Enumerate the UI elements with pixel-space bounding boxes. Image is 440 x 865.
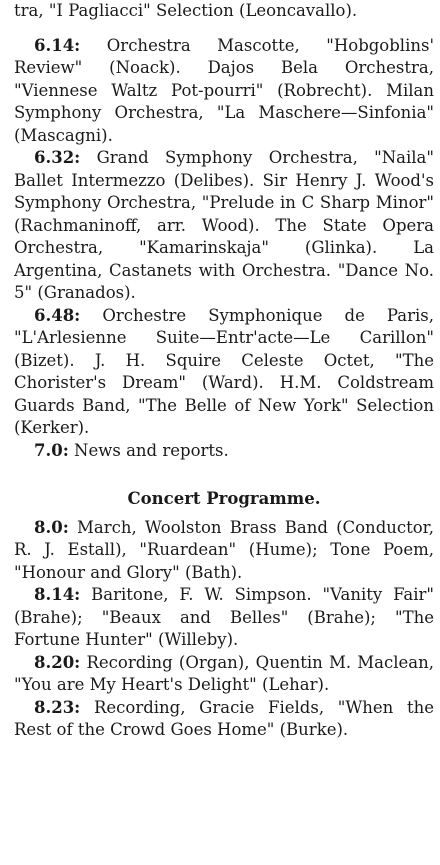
- entry-text: Baritone, F. W. Simpson. "Vanity Fair" (Brahe); "Beaux and Belles" (Brahe); "The Fortune Hunter" (Willeby).: [14, 585, 434, 649]
- entry-text: Grand Symphony Orchestra, "Naila" Ballet Intermezzo (Delibes). Sir Henry J. Wood's Symphony Orchestra, "Prelude in C Sharp Minor" (Rachmaninoff, arr. Wood). The State Opera Orchestra, "Kamarinskaja" (Glinka). La Argentina, Castanets with Orchestra. "Dance No. 5" (Granados).: [14, 148, 434, 302]
- section-early-evening: [14, 35, 434, 463]
- spacer: [14, 462, 434, 488]
- program-entry: [14, 652, 434, 697]
- entry-time: 8.14:: [34, 585, 81, 604]
- entry-time: 8.20:: [34, 652, 81, 672]
- entry-text: Orchestra Mascotte, "Hobgoblins' Review" (Noack). Dajos Bela Orchestra, "Viennese Waltz Pot-pourri" (Robrecht). Milan Symphony Orchestra, "La Maschere—Sinfonia" (Mascagni).: [14, 35, 434, 145]
- program-entry: [14, 147, 434, 305]
- entry-time: 6.14:: [34, 35, 81, 55]
- entry-text: News and reports.: [74, 440, 229, 460]
- entry-time: 7.0:: [34, 440, 69, 460]
- entry-time: 6.48:: [34, 305, 81, 325]
- section-concert: [14, 517, 434, 742]
- section-heading: Concert Programme.: [127, 489, 321, 508]
- entry-time: 6.32:: [34, 148, 81, 167]
- program-entry: [14, 517, 434, 585]
- program-entry: [14, 35, 434, 148]
- intro-text: tra, "I Pagliacci" Selection (Leoncavallo).: [14, 1, 358, 20]
- program-entry: [14, 305, 434, 440]
- program-entry: [14, 584, 434, 652]
- entry-time: 8.23:: [34, 697, 81, 717]
- entry-text: Recording, Gracie Fields, "When the Rest of the Crowd Goes Home" (Burke).: [14, 697, 435, 739]
- entry-text: Orchestre Symphonique de Paris, "L'Arlesienne Suite—Entr'acte—Le Carillon" (Bizet). J. H. Squire Celeste Octet, "The Chorister's Dream" (Ward). H.M. Coldstream Guards Band, "The Belle of New York" Selection (Kerker).: [14, 305, 435, 437]
- entry-text: Recording (Organ), Quentin M. Maclean, "You are My Heart's Delight" (Lehar).: [14, 652, 434, 694]
- program-entry: [14, 440, 434, 463]
- program-entry: [14, 697, 434, 742]
- entry-text: March, Woolston Brass Band (Conductor, R. J. Estall), "Ruardean" (Hume); Tone Poem, "Honour and Glory" (Bath).: [14, 517, 435, 582]
- entry-time: 8.0:: [34, 517, 69, 537]
- spacer: [14, 23, 434, 35]
